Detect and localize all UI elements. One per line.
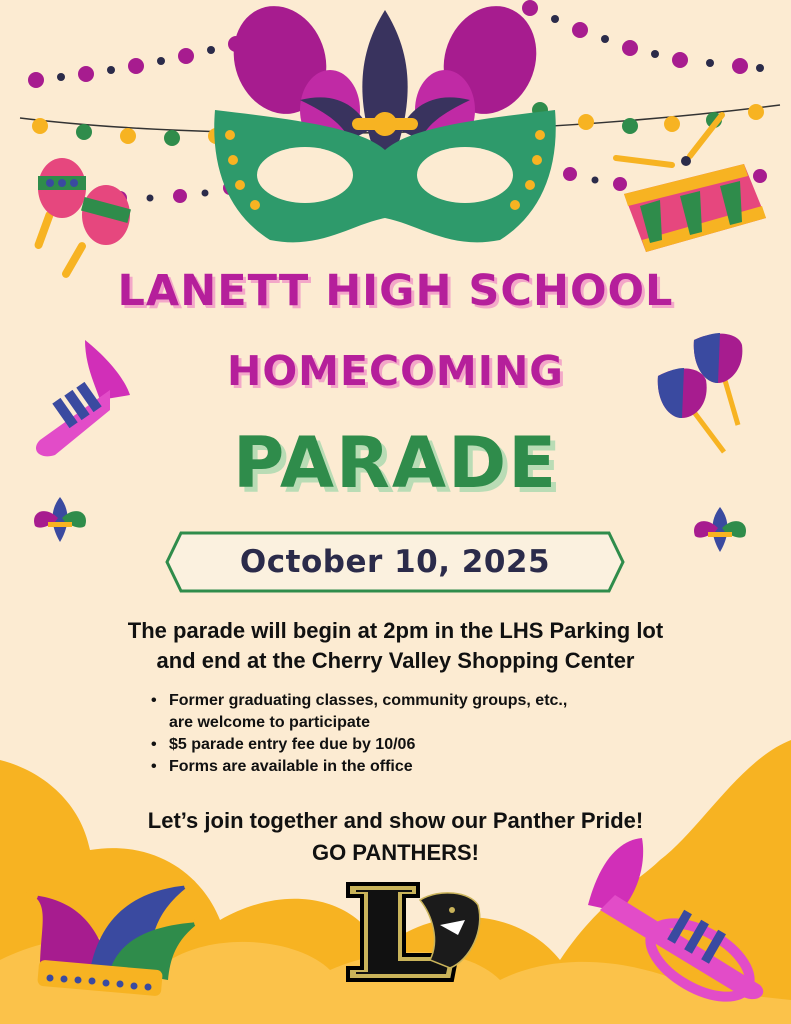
intro-line-1: The parade will begin at 2pm in the LHS Parking lot bbox=[127, 618, 664, 643]
list-item: • Forms are available in the office bbox=[169, 756, 567, 778]
heading-school-name: LANETT HIGH SCHOOL bbox=[117, 266, 674, 316]
heading-parade: PARADE bbox=[232, 422, 559, 504]
maracas-icon bbox=[33, 158, 131, 279]
go-panthers-line: GO PANTHERS! bbox=[311, 840, 480, 865]
intro-line-2: and end at the Cherry Valley Shopping Center bbox=[156, 648, 635, 673]
drum-icon bbox=[616, 115, 766, 252]
mardi-gras-mask-icon bbox=[214, 0, 556, 242]
details-list bbox=[165, 690, 567, 778]
heading-homecoming: HOMECOMING bbox=[227, 347, 564, 395]
list-item: • $5 parade entry fee due by 10/06 bbox=[169, 734, 567, 756]
date-banner bbox=[165, 531, 625, 593]
closing-line: Let’s join together and show our Panther Pride! bbox=[147, 808, 644, 833]
list-item: • Former graduating classes, community groups, etc., bbox=[169, 690, 567, 712]
list-item-continuation: are welcome to participate bbox=[169, 714, 370, 731]
parade-date: October 10, 2025 bbox=[239, 544, 551, 580]
fleur-de-lis-icon bbox=[694, 507, 746, 552]
